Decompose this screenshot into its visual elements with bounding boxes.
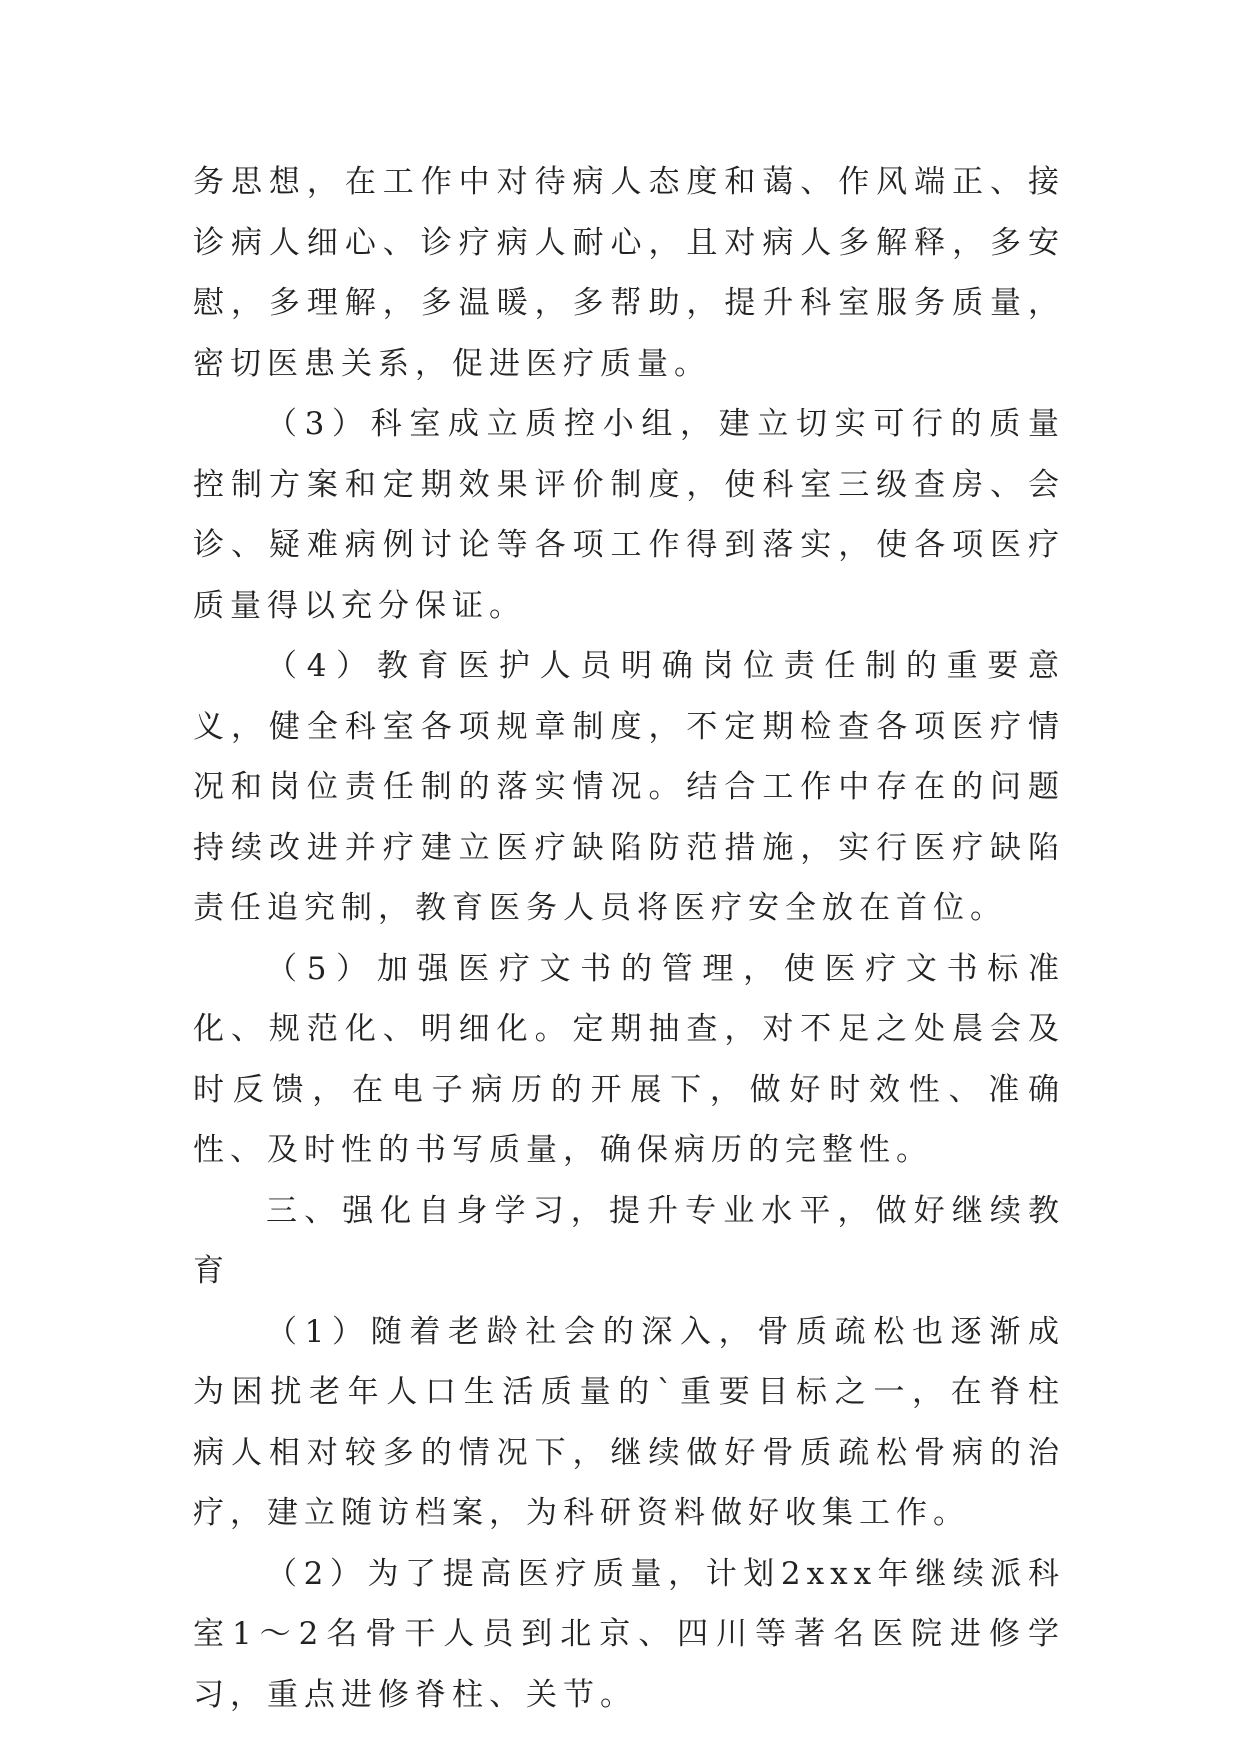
document-body bbox=[193, 152, 1065, 1725]
paragraph-item-3-quality-control: （3）科室成立质控小组，建立切实可行的质量控制方案和定期效果评价制度，使科室三级查房、会诊、疑难病例讨论等各项工作得到落实，使各项医疗质量得以充分保证。 bbox=[193, 406, 1065, 624]
paragraph-item-1-osteoporosis: （1）随着老龄社会的深入，骨质疏松也逐渐成为困扰老年人口生活质量的`重要目标之一，在脊柱病人相对较多的情况下，继续做好骨质疏松骨病的治疗，建立随访档案，为科研资料做好收集工作。 bbox=[193, 1313, 1065, 1531]
paragraph-item-5-medical-records: （5）加强医疗文书的管理，使医疗文书标准化、规范化、明细化。定期抽查，对不足之处晨会及时反馈，在电子病历的开展下，做好时效性、准确性、及时性的书写质量，确保病历的完整性。 bbox=[193, 950, 1065, 1168]
section-heading-3: 三、强化自身学习，提升专业水平，做好继续教育 bbox=[193, 1192, 1065, 1289]
paragraph-item-4-responsibility: （4）教育医护人员明确岗位责任制的重要意义，健全科室各项规章制度，不定期检查各项医疗情况和岗位责任制的落实情况。结合工作中存在的问题持续改进并疗建立医疗缺陷防范措施，实行医疗缺陷责任追究制，教育医务人员将医疗安全放在首位。 bbox=[193, 648, 1065, 926]
paragraph-item-2-training: （2）为了提高医疗质量，计划2xxx年继续派科室1～2名骨干人员到北京、四川等著名医院进修学习，重点进修脊柱、关节。 bbox=[193, 1555, 1065, 1713]
paragraph-service-attitude: 务思想，在工作中对待病人态度和蔼、作风端正、接诊病人细心、诊疗病人耐心，且对病人多解释，多安慰，多理解，多温暖，多帮助，提升科室服务质量，密切医患关系，促进医疗质量。 bbox=[193, 164, 1065, 382]
